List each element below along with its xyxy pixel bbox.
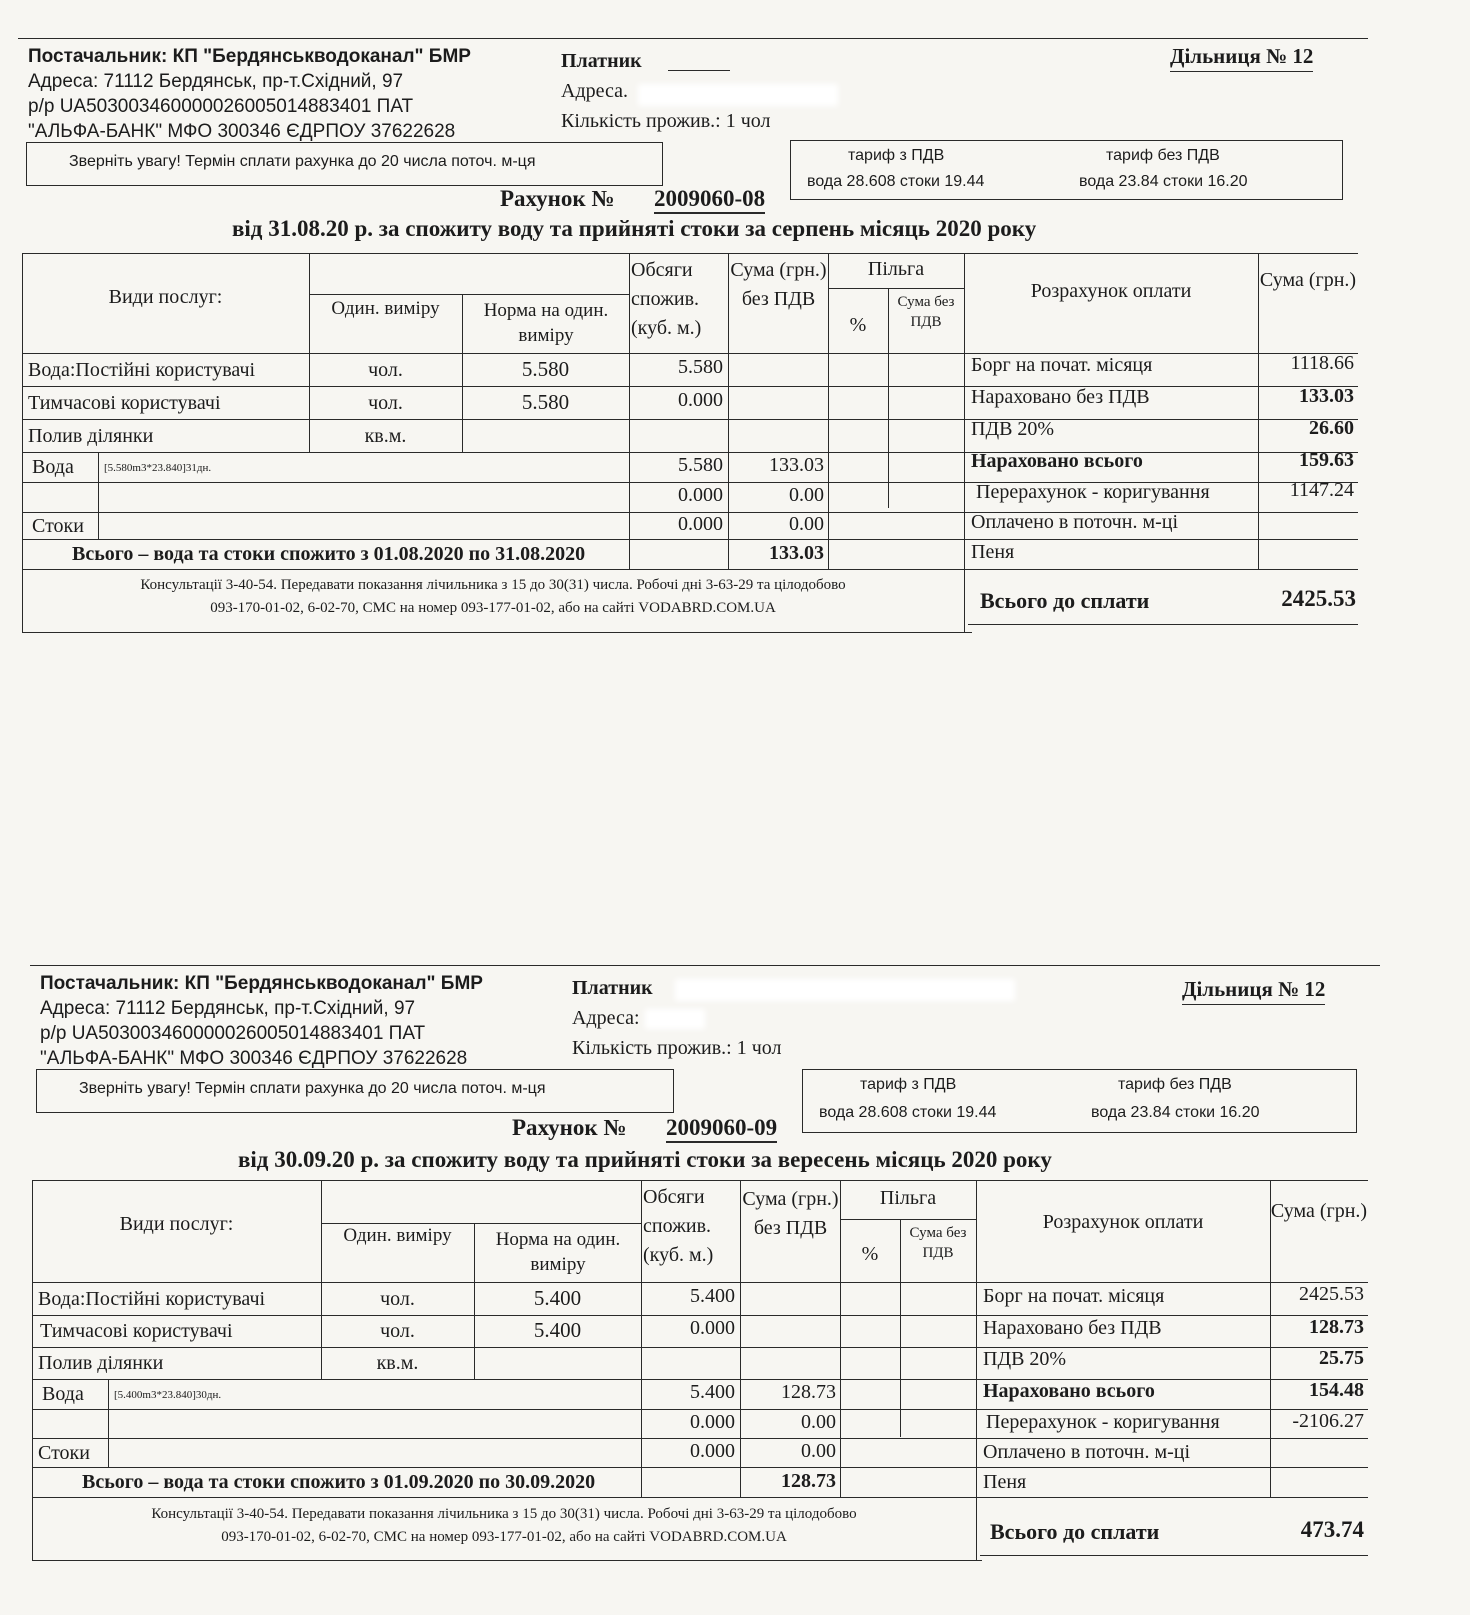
calc-value: 159.63 xyxy=(1299,449,1354,471)
calc-label: Нараховано всього xyxy=(971,450,1143,472)
residents-count: Кількість прожив.: 1 чол xyxy=(561,110,771,132)
grand-total-value: 473.74 xyxy=(1300,1517,1364,1542)
header-unit: Один. виміру xyxy=(331,298,440,319)
redacted-address xyxy=(645,1009,705,1029)
tariff-with-vat-label: тариф з ПДВ xyxy=(848,147,945,164)
row-volume: 0.000 xyxy=(678,389,723,411)
grand-total-label: Всього до сплати xyxy=(980,588,1150,613)
total-consumption-label: Всього – вода та стоки спожито з 01.09.2020 по 30.09.2020 xyxy=(82,1471,596,1493)
tariff-with-vat: вода 28.608 стоки 19.44 xyxy=(807,173,985,190)
supplier-address: Адреса: 71112 Бердянськ, пр-т.Східний, 97 xyxy=(28,71,404,92)
row-volume: 0.000 xyxy=(690,1317,735,1339)
row-volume: 5.580 xyxy=(678,454,723,476)
tariff-without-vat-label: тариф без ПДВ xyxy=(1118,1076,1232,1093)
tariff-box xyxy=(802,1069,1357,1133)
payer-label: Платник xyxy=(572,977,653,999)
row-service: Вода:Постійні користувачі xyxy=(28,359,256,381)
total-consumption-value: 128.73 xyxy=(781,1470,836,1492)
row-sum: 0.00 xyxy=(789,513,824,535)
row-service: Полив ділянки xyxy=(38,1352,164,1374)
row-volume: 0.000 xyxy=(690,1440,735,1462)
payment-notice-box xyxy=(26,142,663,186)
footer-consultations: Консультації 3-40-54. Передавати показання лічильника з 15 до 30(31) числа. Робочі дні 3-63-29 та цілодобово xyxy=(140,577,846,593)
calc-value: 128.73 xyxy=(1309,1316,1364,1338)
row-sum: 128.73 xyxy=(781,1381,836,1403)
row-norm: 5.580 xyxy=(521,390,570,414)
grand-total-value: 2425.53 xyxy=(1281,586,1356,611)
calc-label: ПДВ 20% xyxy=(971,418,1055,440)
header-percent: % xyxy=(861,1243,879,1265)
invoice-label: Рахунок № xyxy=(512,1115,627,1140)
row-unit: чол. xyxy=(368,359,403,381)
row-norm: 5.400 xyxy=(533,1318,582,1342)
row-detail: [5.580m3*23.840]31дн. xyxy=(104,462,212,474)
calc-label: Борг на почат. місяця xyxy=(971,354,1153,376)
supplier-bank: "АЛЬФА-БАНК" МФО 300346 ЄДРПОУ 37622628 xyxy=(40,1048,468,1069)
row-unit: кв.м. xyxy=(364,425,407,447)
row-detail: [5.400m3*23.840]30дн. xyxy=(114,1389,222,1401)
row-volume: 5.580 xyxy=(678,356,723,378)
row-sum: 133.03 xyxy=(769,454,824,476)
supplier-block xyxy=(28,44,471,144)
header-calc: Розрахунок оплати xyxy=(1030,280,1192,302)
row-service: Тимчасові користувачі xyxy=(40,1320,233,1342)
calc-label: Перерахунок - коригування xyxy=(986,1411,1220,1433)
header-sum-no-vat: Сума (грн.) без ПДВ xyxy=(742,1188,839,1239)
tariff-without-vat-label: тариф без ПДВ xyxy=(1106,147,1220,164)
row-sum: 0.00 xyxy=(801,1411,836,1433)
calc-label: Оплачено в поточн. м-ці xyxy=(983,1441,1191,1463)
footer-consultations: Консультації 3-40-54. Передавати показання лічильника з 15 до 30(31) числа. Робочі дні 3-63-29 та цілодобово xyxy=(151,1506,857,1522)
calc-label: Перерахунок - коригування xyxy=(976,481,1210,503)
calc-label: Пеня xyxy=(983,1471,1027,1493)
grand-total-label: Всього до сплати xyxy=(990,1519,1160,1544)
payment-notice-box xyxy=(36,1069,674,1113)
payment-notice: Зверніть увагу! Термін сплати рахунка до 20 числа поточ. м-ця xyxy=(69,153,536,170)
row-sum: 0.00 xyxy=(789,484,824,506)
district-label: Дільниця № 12 xyxy=(1170,44,1313,72)
supplier-name: Постачальник: КП "Бердянськводоканал" БМР xyxy=(40,973,483,994)
row-unit: чол. xyxy=(380,1320,415,1342)
header-sum: Сума (грн.) xyxy=(1270,1200,1368,1222)
top-border xyxy=(30,965,1380,966)
tariff-without-vat: вода 23.84 стоки 16.20 xyxy=(1079,173,1248,190)
redacted-address xyxy=(638,84,838,106)
calc-label: Нараховано без ПДВ xyxy=(983,1317,1162,1339)
supplier-name: Постачальник: КП "Бердянськводоканал" БМР xyxy=(28,46,471,67)
row-volume: 0.000 xyxy=(678,513,723,535)
row-unit: чол. xyxy=(368,392,403,414)
header-benefit: Пільга xyxy=(879,1187,937,1209)
header-service-types: Види послуг: xyxy=(119,1213,234,1235)
tariff-without-vat: вода 23.84 стоки 16.20 xyxy=(1091,1104,1260,1121)
calc-label: ПДВ 20% xyxy=(983,1348,1067,1370)
row-unit: чол. xyxy=(380,1288,415,1310)
row-sum: 0.00 xyxy=(801,1440,836,1462)
calc-value: 1147.24 xyxy=(1289,479,1354,501)
payment-notice: Зверніть увагу! Термін сплати рахунка до 20 числа поточ. м-ця xyxy=(79,1080,546,1097)
row-volume: 5.400 xyxy=(690,1381,735,1403)
header-percent: % xyxy=(849,314,867,336)
calc-label: Борг на почат. місяця xyxy=(983,1285,1165,1307)
calc-label: Оплачено в поточн. м-ці xyxy=(971,511,1179,533)
calc-value: 2425.53 xyxy=(1299,1283,1364,1305)
row-service: Полив ділянки xyxy=(28,425,154,447)
row-service: Вода xyxy=(42,1383,84,1405)
total-consumption-value: 133.03 xyxy=(769,542,824,564)
calc-value: 26.60 xyxy=(1309,417,1354,439)
total-consumption-label: Всього – вода та стоки спожито з 01.08.2020 по 31.08.2020 xyxy=(72,543,586,565)
header-calc: Розрахунок оплати xyxy=(1042,1211,1204,1233)
row-service: Стоки xyxy=(38,1442,90,1464)
header-norm: Норма на один. виміру xyxy=(495,1229,621,1275)
calc-value: -2106.27 xyxy=(1292,1410,1364,1432)
calc-label: Нараховано всього xyxy=(983,1380,1155,1402)
payer-address-label: Адреса: xyxy=(572,1007,640,1029)
header-volume: Обсяги спожив. (куб. м.) xyxy=(643,1186,714,1266)
header-sum: Сума (грн.) xyxy=(1259,269,1357,291)
calc-value: 133.03 xyxy=(1299,385,1354,407)
row-volume: 5.400 xyxy=(690,1285,735,1307)
tariff-with-vat-label: тариф з ПДВ xyxy=(860,1076,957,1093)
top-border xyxy=(18,38,1368,39)
header-sum-no-vat: Сума (грн.) без ПДВ xyxy=(730,259,827,310)
residents-count: Кількість прожив.: 1 чол xyxy=(572,1037,782,1059)
row-norm: 5.400 xyxy=(533,1286,582,1310)
row-service: Стоки xyxy=(32,515,84,537)
invoice-number: 2009060-08 xyxy=(654,186,765,214)
calc-value: 25.75 xyxy=(1319,1347,1364,1369)
tariff-with-vat: вода 28.608 стоки 19.44 xyxy=(819,1104,997,1121)
receipt-september xyxy=(30,975,1410,1615)
redacted-payer xyxy=(675,979,1015,1001)
supplier-account: р/р UA503003460000026005014883401 ПАТ xyxy=(28,96,414,117)
supplier-account: р/р UA503003460000026005014883401 ПАТ xyxy=(40,1023,426,1044)
calc-value: 154.48 xyxy=(1309,1379,1364,1401)
header-volume: Обсяги спожив. (куб. м.) xyxy=(631,259,702,339)
row-unit: кв.м. xyxy=(376,1352,419,1374)
header-norm: Норма на один. виміру xyxy=(483,300,609,346)
header-service-types: Види послуг: xyxy=(108,286,223,308)
calc-label: Пеня xyxy=(971,541,1015,563)
row-service: Тимчасові користувачі xyxy=(28,392,221,414)
supplier-address: Адреса: 71112 Бердянськ, пр-т.Східний, 97 xyxy=(40,998,416,1019)
row-volume: 0.000 xyxy=(690,1411,735,1433)
invoice-subtitle: від 31.08.20 р. за спожиту воду та прийняті стоки за серпень місяць 2020 року xyxy=(232,216,1037,241)
payer-label: Платник xyxy=(561,50,642,72)
row-norm: 5.580 xyxy=(521,357,570,381)
payer-address-label: Адреса. xyxy=(561,80,628,102)
supplier-bank: "АЛЬФА-БАНК" МФО 300346 ЄДРПОУ 37622628 xyxy=(28,121,456,142)
receipt-august xyxy=(18,28,1398,668)
footer-contacts: 093-170-01-02, 6-02-70, СМС на номер 093-177-01-02, або на сайті VODABRD.COM.UA xyxy=(221,1529,787,1545)
invoice-number: 2009060-09 xyxy=(666,1115,777,1143)
invoice-subtitle: від 30.09.20 р. за спожиту воду та прийняті стоки за вересень місяць 2020 року xyxy=(238,1147,1052,1172)
supplier-block xyxy=(40,971,483,1071)
row-service: Вода:Постійні користувачі xyxy=(38,1288,266,1310)
header-unit: Один. виміру xyxy=(343,1225,452,1246)
calc-label: Нараховано без ПДВ xyxy=(971,386,1150,408)
row-volume: 0.000 xyxy=(678,484,723,506)
header-benefit-sum: Сума без ПДВ xyxy=(897,294,955,330)
calc-value: 1118.66 xyxy=(1290,352,1354,374)
tariff-box xyxy=(790,140,1343,200)
footer-contacts: 093-170-01-02, 6-02-70, СМС на номер 093-177-01-02, або на сайті VODABRD.COM.UA xyxy=(210,600,776,616)
invoice-label: Рахунок № xyxy=(500,186,615,211)
header-benefit: Пільга xyxy=(867,258,925,280)
row-service: Вода xyxy=(32,456,74,478)
payer-underline xyxy=(668,70,730,71)
header-benefit-sum: Сума без ПДВ xyxy=(909,1225,967,1261)
district-label: Дільниця № 12 xyxy=(1182,977,1325,1005)
